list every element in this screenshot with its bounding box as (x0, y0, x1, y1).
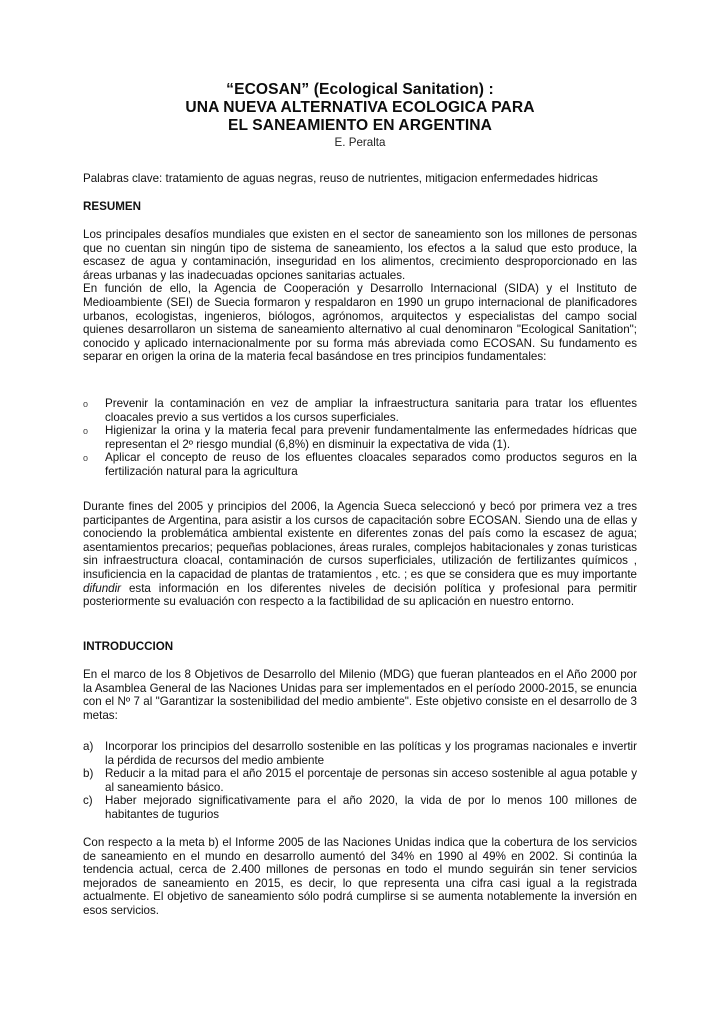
goal-marker: a) (83, 740, 94, 753)
goal-marker: b) (83, 767, 94, 781)
resumen-paragraph-3 (83, 500, 637, 609)
section-heading-resumen: RESUMEN (83, 200, 141, 213)
principle-text: Prevenir la contaminación en vez de ampliar la infraestructura sanitaria para tratar los efluentes cloacales previo a sus vertidos a los cursos superficiales. (105, 397, 637, 424)
title-line-2: UNA NUEVA ALTERNATIVA ECOLOGICA PARA (185, 99, 535, 116)
list-item (83, 740, 637, 767)
title-line-3: EL SANEAMIENTO EN ARGENTINA (227, 117, 493, 134)
resumen-body (83, 228, 637, 364)
paragraph-text: Durante fines del 2005 y principios del 2006, la Agencia Sueca seleccionó y becó por primera vez a tres participantes de Argentina, para asistir a los cursos de capacitación sobre ECOSAN. Siendo una de ellas y conociendo la problemática ambiental existente en diferentes zonas del país como la escasez de agua; asentamientos precarios; pequeñas poblaciones, áreas rurales, complejos habitacionales y zonas turisticas sin infraestructura cloacal, contaminación de cursos superficiales, utilización de fertilizantes químicos , insuficiencia en la capacidad de plantas de tratamientos , etc. ; es que se considera que es muy importante (83, 500, 637, 581)
keywords: Palabras clave: tratamiento de aguas negras, reuso de nutrientes, mitigacion enfermedades hidricas (83, 172, 598, 185)
paragraph-text: esta información en los diferentes niveles de decisión política y profesional para permitir posteriormente su evaluación con respecto a la factibilidad de su aplicación en nuestro entorno. (83, 581, 637, 609)
list-item (83, 794, 637, 821)
list-item (83, 451, 637, 478)
emphasized-word: difundir (83, 581, 122, 595)
introduccion-paragraph-2: Con respecto a la meta b) el Informe 2005 de las Naciones Unidas indica que la cobertura de los servicios de saneamiento en el mundo en desarrollo aumentó del 34% en 1990 al 49% en 2002. Si continúa la tendencia actual, cerca de 2.400 millones de personas en todo el mundo seguirán sin tener servicios mejorados de saneamiento en 2015, es decir, lo que representa una cifra casi igual a la registrada actualmente. El objetivo de saneamiento sólo podrá cumplirse si se aumenta notablemente la inversión en esos servicios. (83, 836, 637, 917)
title-line-1: “ECOSAN” (Ecological Sanitation) : (226, 81, 494, 98)
hollow-bullet-icon: o (83, 453, 89, 464)
principles-list (83, 397, 637, 479)
hollow-bullet-icon: o (83, 426, 89, 437)
goal-text: Haber mejorado significativamente para el año 2020, la vida de por lo menos 100 millones de habitantes de tugurios (105, 794, 637, 821)
goal-text: Incorporar los principios del desarrollo sostenible en las políticas y los programas nacionales e invertir la pérdida de recursos del medio ambiente (105, 740, 637, 767)
list-item (83, 767, 637, 794)
introduccion-paragraph-1: En el marco de los 8 Objetivos de Desarrollo del Milenio (MDG) que fueran planteados en el Año 2000 por la Asamblea General de las Naciones Unidas para ser implementados en el período 2000-2015, se enuncia con el Nº 7 al "Garantizar la sostenibilidad del medio ambiente". Este objetivo consiste en el desarrollo de 3 metas: (83, 668, 637, 722)
principle-text: Higienizar la orina y la materia fecal para prevenir fundamentalmente las enfermedades hídricas que representan el 2º riesgo mundial (6,8%) en disminuir la expectativa de vida (1). (105, 424, 637, 451)
goals-list (83, 740, 637, 822)
resumen-paragraph-1: Los principales desafíos mundiales que existen en el sector de saneamiento son los millones de personas que no cuentan sin ningún tipo de sistema de saneamiento, los efectos a la salud que esto produce, la escasez de agua y contaminación, inseguridad en los alimentos, crecimiento desproporcionado en las áreas urbanas y las inadecuadas opciones sanitarias actuales. (83, 228, 637, 282)
goal-marker: c) (83, 794, 93, 808)
principle-text: Aplicar el concepto de reuso de los efluentes cloacales separados como productos seguros en la fertilización natural para la agricultura (105, 451, 637, 478)
hollow-bullet-icon: o (83, 399, 89, 409)
author: E. Peralta (334, 136, 386, 149)
list-item (83, 397, 637, 424)
title-block (80, 81, 640, 150)
resumen-paragraph-2: En función de ello, la Agencia de Cooperación y Desarrollo Internacional (SIDA) y el Instituto de Medioambiente (SEI) de Suecia formaron y respaldaron en 1990 un grupo internacional de planificadores urbanos, ecologistas, ingenieros, biólogos, agrónomos, arquitectos y especialistas del campo social quienes desarrollaron un sistema de saneamiento alternativo al cual denominaron "Ecological Sanitation"; conocido y aplicado internacionalmente por su forma más abreviada como ECOSAN. Su fundamento es separar en origen la orina de la materia fecal basándose en tres principios fundamentales: (83, 282, 637, 364)
list-item (83, 424, 637, 451)
goal-text: Reducir a la mitad para el año 2015 el porcentaje de personas sin acceso sostenible al agua potable y al saneamiento básico. (105, 767, 637, 794)
section-heading-introduccion: INTRODUCCION (83, 640, 174, 653)
